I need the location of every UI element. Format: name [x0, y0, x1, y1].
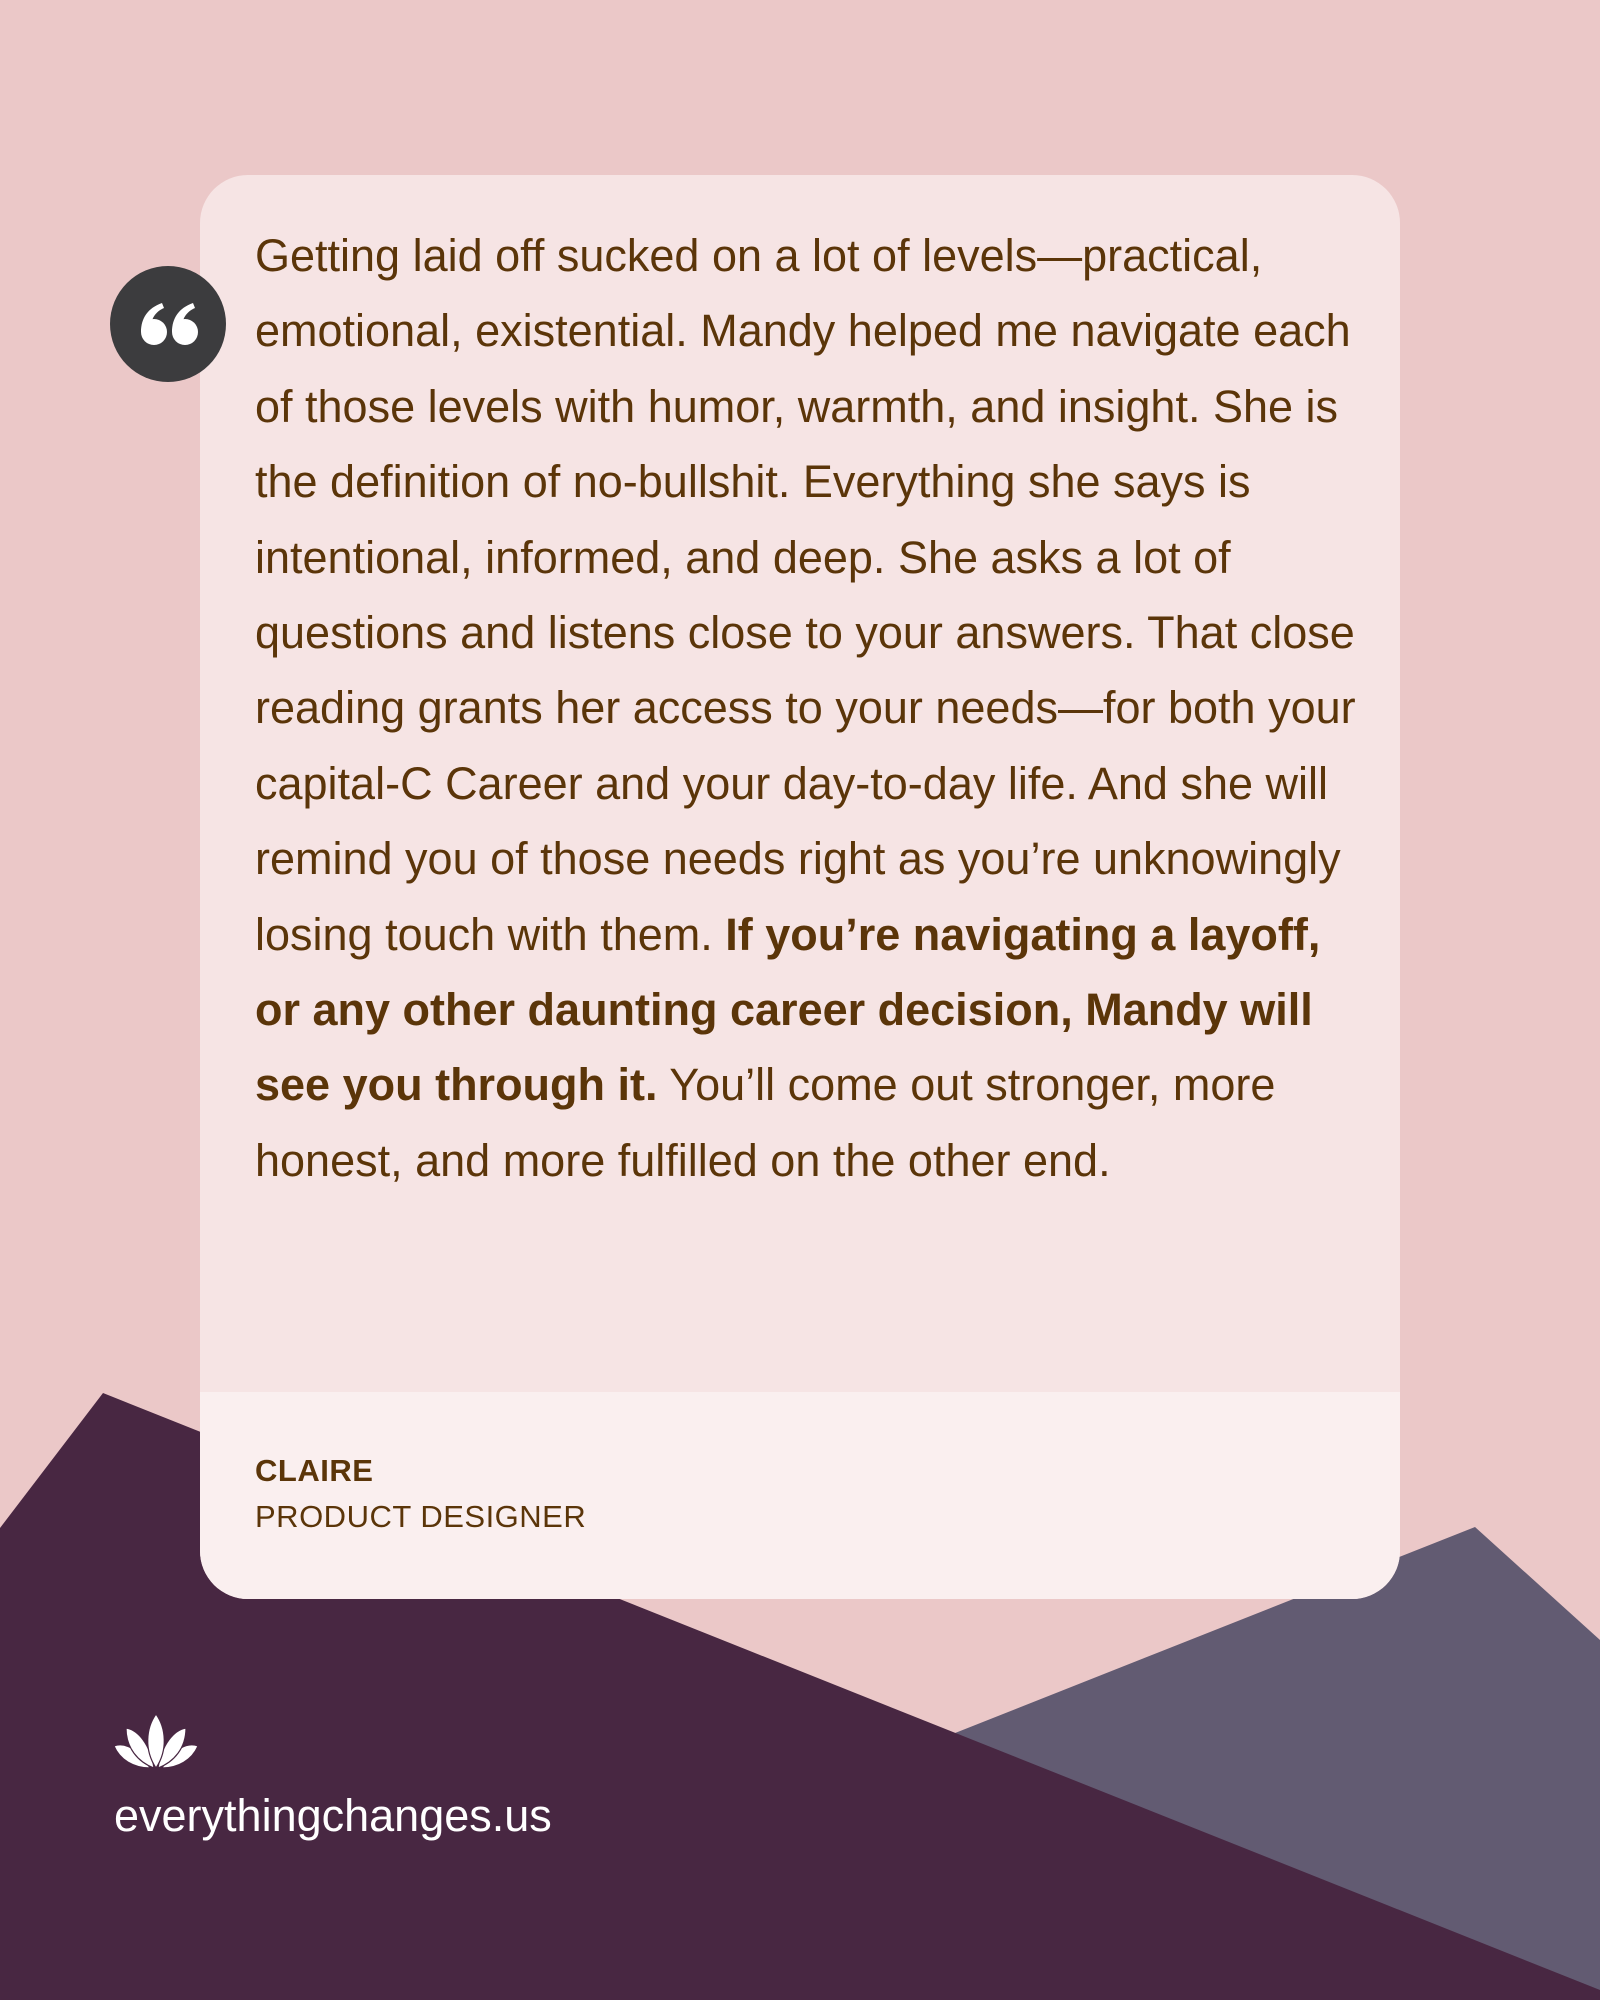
- author-footer: [200, 1392, 1400, 1599]
- quote-text-highlight: If you’re navigating a layoff, or any other daunting career decision, Mandy will see you through it.: [255, 908, 1321, 1111]
- author-role: PRODUCT DESIGNER: [255, 1499, 587, 1534]
- quote-text-intro: Getting laid off sucked on a lot of levels—practical, emotional, existential. Mandy helped me navigate each of those levels with humor, warmth, and insight. She is the definition of no-bullshit. Everything she says is intentional, informed, and deep. She asks a lot of questions and listens close to your answers. That close reading grants her access to your needs—for both your capital-C Career and your day-to-day life. And she will remind you of those needs right as you’re unknowingly losing touch with them.: [255, 230, 1356, 960]
- author-name: CLAIRE: [255, 1453, 374, 1488]
- quote-text-closing: You’ll come out stronger, more honest, and more fulfilled on the other end.: [255, 1059, 1276, 1186]
- testimonial-quote: [255, 218, 1365, 1198]
- testimonial-card: [200, 175, 1400, 1599]
- quote-mark-icon: [110, 266, 226, 382]
- lotus-icon: [112, 1712, 200, 1772]
- site-url: everythingchanges.us: [114, 1790, 552, 1841]
